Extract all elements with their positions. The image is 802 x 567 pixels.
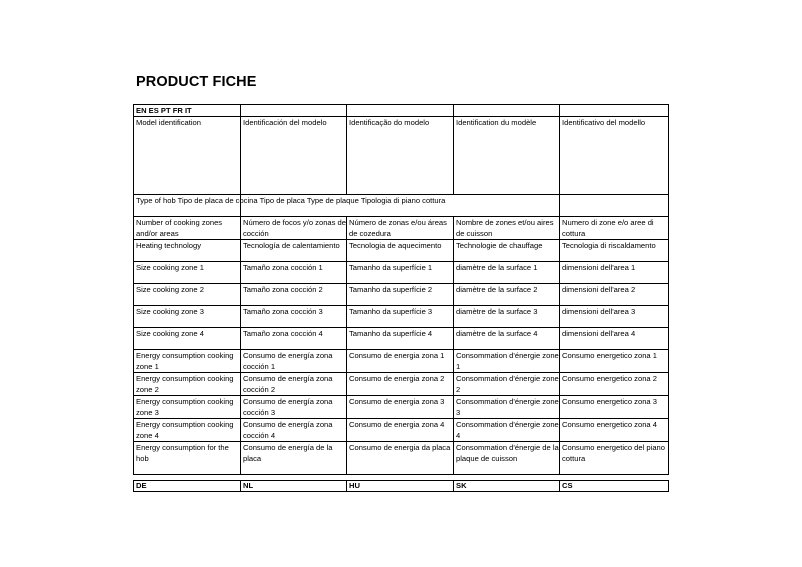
table-cell: Energy consumption for the hob — [134, 442, 241, 475]
table-cell: Tamanho da superfície 1 — [347, 262, 454, 284]
table-cell: Number of cooking zones and/or areas — [134, 217, 241, 240]
table-cell: Consumo de energía zona cocción 3 — [241, 396, 347, 419]
table-cell: Tamanho da superfície 3 — [347, 306, 454, 328]
language-header-row — [134, 481, 669, 492]
table-cell: dimensioni dell'area 1 — [560, 262, 669, 284]
table-cell: Size cooking zone 3 — [134, 306, 241, 328]
page-title: PRODUCT FICHE — [136, 74, 257, 90]
table-row — [134, 328, 669, 350]
table-cell: Consumo energetico zona 2 — [560, 373, 669, 396]
table-cell: EN ES PT FR IT — [134, 105, 241, 117]
table-cell: Tamaño zona cocción 3 — [241, 306, 347, 328]
table-cell: HU — [347, 481, 454, 492]
table-cell: Consumo de energía de la placa — [241, 442, 347, 475]
table-cell: Technologie de chauffage — [454, 240, 560, 262]
table-cell: Tecnologia de aquecimento — [347, 240, 454, 262]
table-cell: Consommation d'énergie zone 4 — [454, 419, 560, 442]
table-cell — [241, 105, 347, 117]
table-row — [134, 419, 669, 442]
table-row — [134, 117, 669, 195]
table-cell: Tamaño zona cocción 4 — [241, 328, 347, 350]
table-cell: Consommation d'énergie zone 3 — [454, 396, 560, 419]
table-cell: Tamaño zona cocción 2 — [241, 284, 347, 306]
table-row — [134, 217, 669, 240]
table-cell: Model identification — [134, 117, 241, 195]
table-cell: Consumo de energía zona cocción 2 — [241, 373, 347, 396]
table-cell — [560, 105, 669, 117]
table-cell: SK — [454, 481, 560, 492]
table-cell — [454, 105, 560, 117]
table-cell: Size cooking zone 4 — [134, 328, 241, 350]
table-cell: NL — [241, 481, 347, 492]
table-cell: diamètre de la surface 1 — [454, 262, 560, 284]
table-cell: Consumo de energia zona 4 — [347, 419, 454, 442]
table-row — [134, 262, 669, 284]
table-cell: Numero di zone e/o aree di cottura — [560, 217, 669, 240]
table-cell: Tecnología de calentamiento — [241, 240, 347, 262]
table-cell: Consumo de energía zona cocción 4 — [241, 419, 347, 442]
table-cell — [454, 195, 560, 217]
table-cell: Heating technology — [134, 240, 241, 262]
table-row — [134, 350, 669, 373]
table-row — [134, 240, 669, 262]
table-row — [134, 306, 669, 328]
table-cell: Consumo de energia zona 1 — [347, 350, 454, 373]
table-cell: Identificativo del modello — [560, 117, 669, 195]
table-cell: Nombre de zones et/ou aires de cuisson — [454, 217, 560, 240]
table-cell: Consumo energetico zona 1 — [560, 350, 669, 373]
table-cell: Tecnologia di riscaldamento — [560, 240, 669, 262]
second-language-table — [133, 480, 669, 492]
table-cell: diamètre de la surface 3 — [454, 306, 560, 328]
table-cell: CS — [560, 481, 669, 492]
table-cell: Size cooking zone 2 — [134, 284, 241, 306]
table-row — [134, 195, 669, 217]
table-cell — [560, 195, 669, 217]
table-cell: Energy consumption cooking zone 3 — [134, 396, 241, 419]
table-cell: Energy consumption cooking zone 1 — [134, 350, 241, 373]
table-cell: Tamanho da superfície 4 — [347, 328, 454, 350]
language-header-row — [134, 105, 669, 117]
table-cell: diamètre de la surface 2 — [454, 284, 560, 306]
table-cell: diamètre de la surface 4 — [454, 328, 560, 350]
table-cell: dimensioni dell'area 4 — [560, 328, 669, 350]
table-cell: Identificación del modelo — [241, 117, 347, 195]
table-cell: Size cooking zone 1 — [134, 262, 241, 284]
table-cell: Tamanho da superfície 2 — [347, 284, 454, 306]
table-cell: Energy consumption cooking zone 2 — [134, 373, 241, 396]
table-cell: DE — [134, 481, 241, 492]
table-cell: Número de zonas e/ou áreas de cozedura — [347, 217, 454, 240]
table-cell: Tamaño zona cocción 1 — [241, 262, 347, 284]
table-cell — [134, 195, 446, 217]
table-row — [134, 442, 669, 475]
table-cell: dimensioni dell'area 2 — [560, 284, 669, 306]
table-row — [134, 373, 669, 396]
table-cell: Consommation d'énergie de la plaque de cuisson — [454, 442, 560, 475]
table-cell: dimensioni dell'area 3 — [560, 306, 669, 328]
table-cell: Consommation d'énergie zone 1 — [454, 350, 560, 373]
table-cell: Consumo energetico del piano cottura — [560, 442, 669, 475]
table-cell: Consumo energetico zona 3 — [560, 396, 669, 419]
table-cell: Número de focos y/o zonas de cocción — [241, 217, 347, 240]
table-cell: Identification du modèle — [454, 117, 560, 195]
table-cell: Consumo de energia zona 2 — [347, 373, 454, 396]
table-cell: Consumo de energía zona cocción 1 — [241, 350, 347, 373]
product-fiche-table — [133, 104, 669, 475]
table-row — [134, 284, 669, 306]
table-cell: Consumo de energia zona 3 — [347, 396, 454, 419]
table-cell: Identificação do modelo — [347, 117, 454, 195]
table-cell: Consommation d'énergie zone 2 — [454, 373, 560, 396]
type-of-hob-line: Type of hob Tipo de placa de cocina Tipo de placa Type de plaque Tipologia di piano cottura — [136, 196, 446, 205]
table-cell: Consumo energetico zona 4 — [560, 419, 669, 442]
table-cell: Energy consumption cooking zone 4 — [134, 419, 241, 442]
table-cell — [347, 105, 454, 117]
table-row — [134, 396, 669, 419]
table-cell: Consumo de energia da placa — [347, 442, 454, 475]
